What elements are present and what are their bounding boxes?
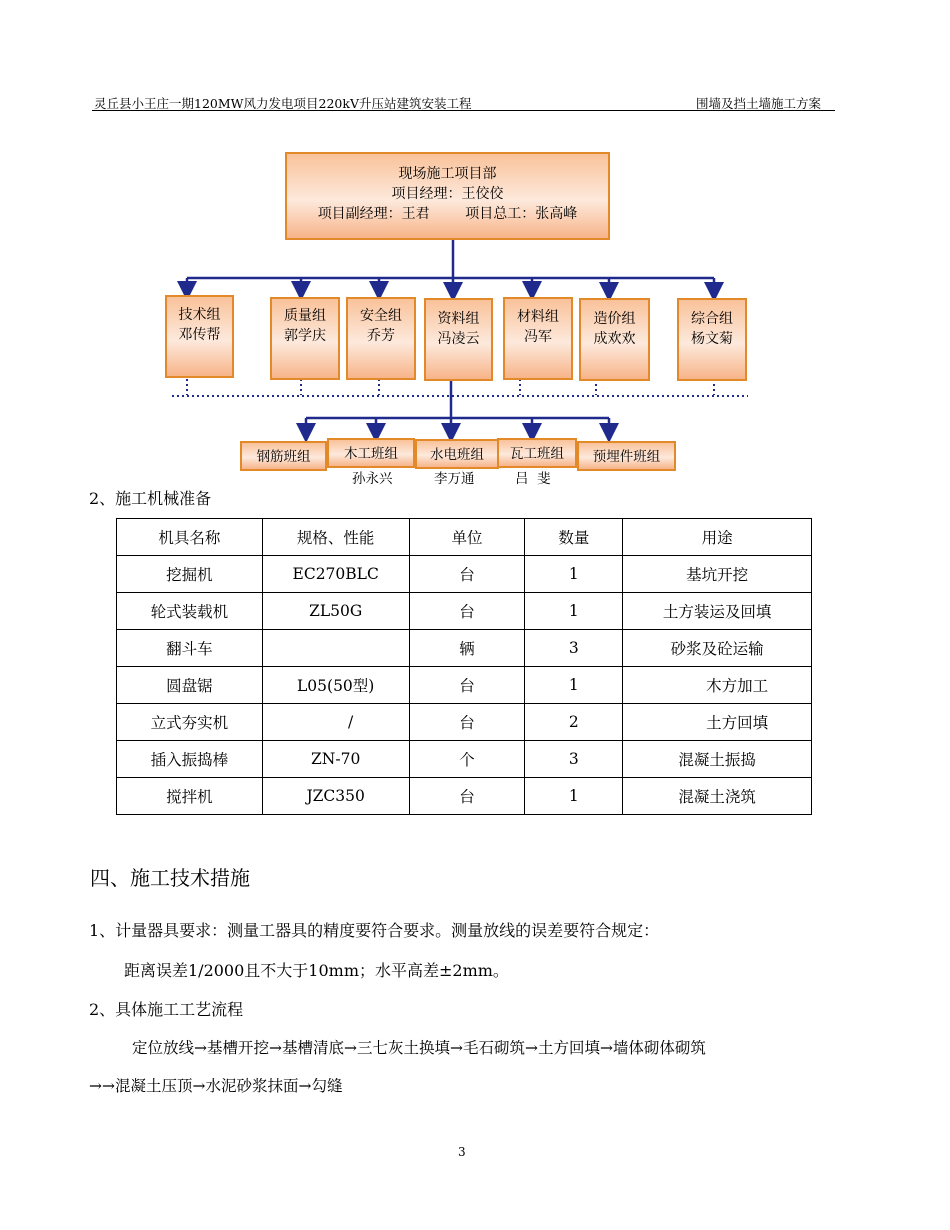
cell-use: 土方装运及回填 [623,593,812,630]
item2-text: 2、具体施工工艺流程 [89,1000,244,1019]
group-box-safety [346,297,416,380]
group-name: 安全组 [360,308,402,324]
cell-spec [262,630,409,667]
group-person: 郭学庆 [284,328,326,344]
cell-unit: 个 [409,741,525,778]
cell-use: 木方加工 [623,667,812,704]
item1-detail: 距离误差1/2000且不大于10mm；水平高差±2mm。 [124,961,509,980]
table-row [117,556,812,593]
group-name: 综合组 [691,311,733,327]
table-row [117,704,812,741]
page-number: 3 [458,1145,466,1159]
cell-use: 混凝土浇筑 [623,778,812,815]
crew-masonry: 瓦工班组 [497,438,577,468]
cell-qty: 2 [525,704,623,741]
header-cell: 单位 [409,519,525,556]
process-flow-line2: →→混凝土压顶→水泥砂浆抹面→勾缝 [89,1077,343,1095]
crew-rebar: 钢筋班组 [240,441,327,471]
group-box-materials [503,297,573,380]
group-name: 质量组 [284,308,326,324]
group-person: 成欢欢 [593,331,636,347]
table-header-row [117,519,812,556]
group-person: 冯凌云 [437,331,480,347]
project-manager: 项目经理：王佼佼 [391,186,504,202]
cell-spec: / [262,704,409,741]
cell-name: 插入振捣棒 [117,741,263,778]
cell-name: 挖掘机 [117,556,263,593]
crew-carpentry-person: 孙永兴 [352,471,393,487]
cell-spec: L05(50型) [262,667,409,704]
cell-use: 基坑开挖 [623,556,812,593]
section-machinery-title: 2、施工机械准备 [89,489,212,508]
cell-name: 圆盘锯 [117,667,263,704]
group-box-general [677,298,747,381]
group-person: 邓传帮 [178,327,221,343]
cell-use: 混凝土振捣 [623,741,812,778]
crew-embedded: 预埋件班组 [577,441,676,471]
table-row [117,741,812,778]
table-row [117,593,812,630]
group-name: 造价组 [593,311,636,327]
group-name: 技术组 [178,307,221,323]
cell-qty: 1 [525,667,623,704]
table-row [117,630,812,667]
cell-spec: ZN-70 [262,741,409,778]
item1-text: 1、计量器具要求：测量工器具的精度要符合要求。测量放线的误差要符合规定： [89,921,660,940]
cell-name: 翻斗车 [117,630,263,667]
cell-qty: 1 [525,556,623,593]
header-cell: 用途 [623,519,812,556]
cell-unit: 台 [409,704,525,741]
project-department-box [285,152,610,240]
project-department-title: 现场施工项目部 [398,166,497,182]
group-name: 材料组 [517,309,559,325]
header-cell: 机具名称 [117,519,263,556]
cell-qty: 1 [525,593,623,630]
cell-unit: 台 [409,667,525,704]
group-box-documents [424,298,493,381]
group-name: 资料组 [437,311,480,327]
cell-spec: EC270BLC [262,556,409,593]
cell-name: 轮式装载机 [117,593,263,630]
cell-unit: 台 [409,556,525,593]
header-left: 灵丘县小王庄一期120MW风力发电项目220kV升压站建筑安装工程 [94,96,472,111]
process-flow-line1: 定位放线→基槽开挖→基槽清底→三七灰土换填→毛石砌筑→土方回填→墙体砌体砌筑 [132,1039,706,1057]
cell-name: 立式夯实机 [117,704,263,741]
group-box-cost [579,298,650,381]
crew-masonry-person: 吕 斐 [515,471,551,487]
header-cell: 数量 [525,519,623,556]
cell-name: 搅拌机 [117,778,263,815]
cell-spec: JZC350 [262,778,409,815]
cell-qty: 1 [525,778,623,815]
section4-title: 四、施工技术措施 [90,866,250,890]
cell-qty: 3 [525,741,623,778]
crew-plumbing-electrical: 水电班组 [415,439,499,469]
cell-use: 土方回填 [623,704,812,741]
header-cell: 规格、性能 [262,519,409,556]
project-deputies: 项目副经理：王君 项目总工：张高峰 [317,206,578,222]
group-person: 乔芳 [367,328,395,344]
cell-use: 砂浆及砼运输 [623,630,812,667]
table-row [117,778,812,815]
group-box-quality [270,297,340,380]
cell-spec: ZL50G [262,593,409,630]
cell-unit: 台 [409,593,525,630]
group-box-tech [165,295,234,378]
group-person: 杨文菊 [691,331,733,347]
group-person: 冯军 [524,329,552,345]
org-chart-connectors [0,0,950,500]
cell-unit: 辆 [409,630,525,667]
crew-carpentry: 木工班组 [327,438,415,468]
cell-unit: 台 [409,778,525,815]
machinery-table [116,518,812,815]
crew-plumbing-person: 李万通 [434,471,475,487]
header-right: 围墙及挡土墙施工方案 [696,96,822,111]
cell-qty: 3 [525,630,623,667]
table-row [117,667,812,704]
